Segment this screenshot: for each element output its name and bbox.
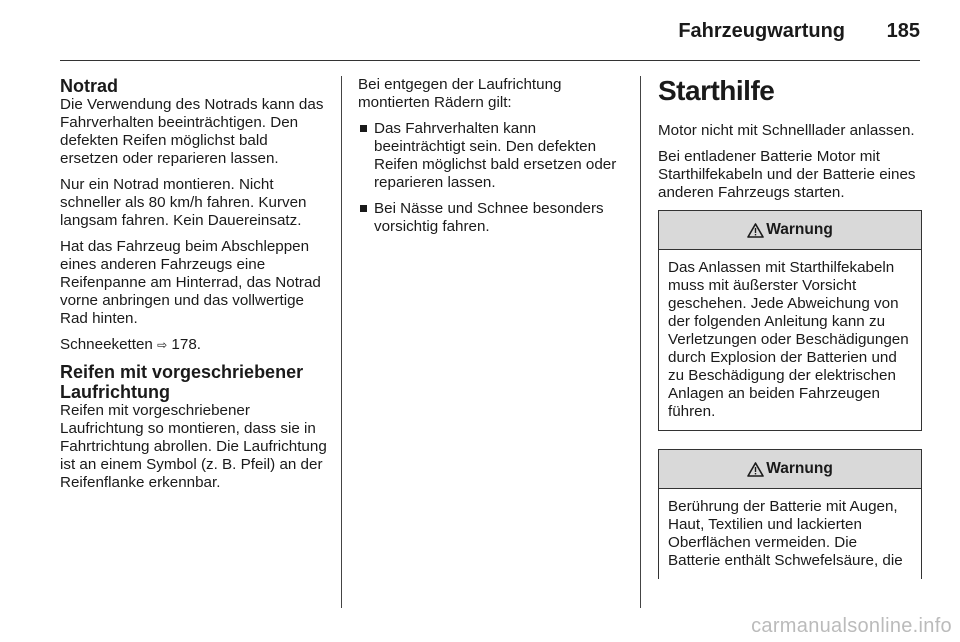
cross-reference [60,336,330,354]
warning-box [658,449,922,579]
warning-triangle-icon [747,223,764,238]
column-divider [341,76,342,608]
paragraph: Reifen mit vorgeschriebener Laufrichtung so montieren, dass sie in Fahrtrichtung abrollen. Die Laufrichtung ist an einem Symbol (z. B. Pfeil) an der Reifenflanke erkennbar. [60,402,327,491]
warning-triangle-icon [747,462,764,477]
heading-notrad: Notrad [60,76,118,96]
list-item: Das Fahrverhalten kann beeinträchtigt sein. Den defekten Reifen möglichst bald ersetzen oder reparieren lassen. [358,120,626,192]
paragraph: Hat das Fahrzeug beim Abschleppen eines anderen Fahrzeugs eine Reifenpanne am Hinterrad, das Notrad vorne anbringen und das vollwertige Rad hinten. [60,238,321,327]
heading-laufrichtung: Reifen mit vorgeschriebener Laufrichtung [60,362,304,402]
warning-text: Berührung der Batterie mit Augen, Haut, Textilien und lackierten Oberflächen vermeiden. Die Batterie enthält Schwefelsäure, die [668,498,903,569]
paragraph: Die Verwendung des Notrads kann das Fahrverhalten beeinträchtigen. Den defekten Reifen möglichst bald ersetzen oder reparieren lassen. [60,96,324,167]
column-left [60,76,330,500]
column-middle [358,76,626,244]
warning-label: Warnung [766,460,833,477]
warning-box [658,210,922,431]
paragraph: Bei entladener Batterie Motor mit Starthilfekabeln und der Batterie eines anderen Fahrzeugs starten. [658,148,916,201]
watermark: carmanualsonline.info [751,615,952,637]
column-divider [640,76,641,608]
page-header [60,0,920,61]
reference-text: Schneeketten [60,336,153,353]
column-right [658,76,922,579]
heading-starthilfe: Starthilfe [658,75,775,106]
reference-page[interactable]: 178. [171,336,201,353]
paragraph: Motor nicht mit Schnelllader anlassen. [658,122,915,139]
page-number: 185 [886,20,920,42]
bullet-list [358,120,626,236]
page-title: Fahrzeugwartung [678,20,845,42]
page-reference-arrow-icon: ⇨ [157,338,168,352]
paragraph: Nur ein Notrad montieren. Nicht schneller als 80 km/h fahren. Kurven langsam fahren. Kein Dauereinsatz. [60,176,307,229]
paragraph: Bei entgegen der Laufrichtung montierten Rädern gilt: [358,76,562,111]
warning-text: Das Anlassen mit Starthilfekabeln muss mit äußerster Vorsicht geschehen. Jede Abweichung von der folgenden Anleitung kann zu Verletzungen oder Beschädigungen durch Explosion der Batterien und zu Beschädigung der elektrischen Anlagen an beiden Fahrzeugen führen. [668,259,909,420]
list-item: Bei Nässe und Schnee besonders vorsichtig fahren. [358,200,626,236]
warning-header [659,450,921,489]
warning-label: Warnung [766,221,833,238]
warning-header [659,211,921,250]
